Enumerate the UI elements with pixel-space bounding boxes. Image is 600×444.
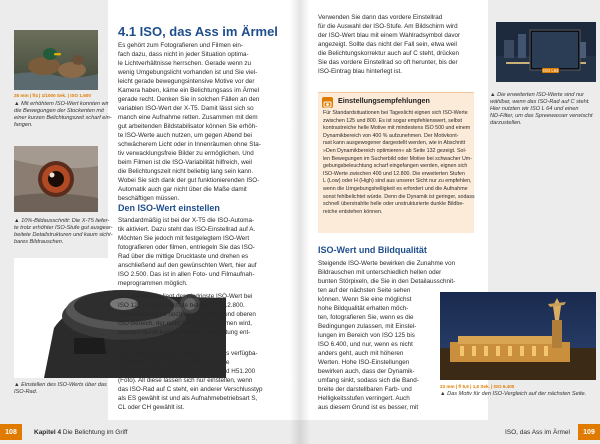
footer-chapter-label: Kapitel 4 — [34, 429, 62, 436]
text-line: Helligkeitsstufen verringert. Auch — [318, 395, 410, 402]
text-line: tiv verwacklungsfreie Bilder zu ermöglichen. Und — [118, 150, 254, 157]
photo1-caption-line: ▲ Mit erhöhtem ISO-Wert konnten wir — [14, 101, 109, 107]
tip-line: zwischen 125 und 800. Es ist sogar empfehlenswert, selbst — [323, 117, 462, 124]
text-line: umfang sinkt, sodass sich die Band- — [318, 377, 419, 384]
page-number-tab: 108 — [0, 424, 22, 440]
chapter-heading: 4.1 ISO, das Ass im Ärmel — [118, 24, 278, 39]
text-line: hohen Stufen H25.600 (Foto/Video) und H51.200 — [118, 368, 256, 375]
text-line: bunten Störpixeln, die Sie in den Detailausschnit- — [318, 278, 456, 285]
photo2-caption-line: bares Bildrauschen. — [14, 239, 64, 245]
text-line: variablen ISO-Wert der X-T5. Damit lässt sich so — [118, 105, 254, 112]
text-line: die Belichtungszeit nicht beliebig lang sein kann. — [118, 168, 254, 175]
text-line: ISO-Bereich, der nicht nativ aufgenommen wird, — [118, 320, 253, 327]
text-line: Kamera haben, käme ein Belichtungsass im Ärmel — [118, 87, 260, 94]
tip-line: kontrastreiche helle Motive mit mindestens ISO 500 und einem — [323, 125, 471, 132]
text-line: angezeigt. Sollte das nicht der Fall sein, etwa weil — [318, 41, 457, 48]
photo1-caption-line: einer kurzen Belichtungszeit scharf ein- — [14, 115, 112, 121]
right-photo2-exif: 23 mm | f/ 5,6 | 1,6 Sek. | ISO 6.400 — [440, 384, 515, 389]
text-line: schwächerem Licht oder in Innenräumen ohne Sta- — [118, 141, 261, 148]
photo3-caption-line: ISO-Rad. — [14, 389, 38, 395]
right-photo1-caption-line: wählbar, wenn das ISO-Rad auf C steht. — [490, 99, 590, 105]
text-line: Verwenden Sie dann das vordere Einstellrad — [318, 14, 443, 21]
text-line: Zusätzlich gibt es noch einen unteren und oberen — [118, 311, 256, 318]
right-photo1-caption-line: darzustellen. — [490, 120, 522, 126]
text-line: Standardmäßig liegt der niedrigste ISO-Wert bei — [118, 293, 253, 300]
photo3-caption-line: ▲ Einstellen des ISO-Werts über das — [14, 382, 107, 388]
tip-line: ISO-Werte zwischen 400 und 12.800. Die erweiterten Stufen — [323, 170, 465, 177]
text-line: wenig Umgebungslicht vorhanden ist und Sie viel- — [118, 69, 258, 76]
ducks-photo — [14, 30, 98, 90]
iso-screen-badge: ISO L64 — [543, 68, 559, 73]
text-line: beschäftigen müssen. — [118, 195, 180, 202]
text-line: bewirken auch, dass der Dynamik- — [318, 368, 415, 375]
tip-line: »Den Dynamikbereich optimieren« ab Seite 132 gezeigt. Sol- — [323, 147, 467, 154]
text-line: te ISO-Werte auch nutzen, um gegen Abend bei — [118, 132, 252, 139]
text-line: leicht gerade bewegungsintensive Motive vor der — [118, 78, 255, 85]
footer-chapter — [34, 429, 127, 436]
text-line: (Foto). All diese lassen sich nur einstellen, wenn — [118, 377, 253, 384]
text-line: breite der darstellbaren Farb- und — [318, 386, 412, 393]
text-line: meprogrammen möglich. — [118, 280, 188, 287]
tip-icon — [322, 97, 333, 108]
text-line: Steigende ISO-Werte bewirken die Zunahme von — [318, 260, 456, 267]
tip-line: L (Low) oder H (High) sind aus unserer Sicht nur zu empfehlen, — [323, 178, 472, 185]
photo2-caption-line: te trotz erhöhter ISO-Stufe gut ausgear- — [14, 225, 113, 231]
palace-night-photo — [440, 292, 596, 380]
footer-section-title: ISO, das Ass im Ärmel — [504, 429, 570, 436]
text-line: fach dazu, dass nicht in jeder Situation optima- — [118, 51, 249, 58]
text-line: ten auf der nächsten Seite sehen — [318, 287, 411, 294]
tip-text — [323, 110, 475, 216]
right-photo1-caption-line: Hier nutzten wir ISO L 64 und einen — [490, 106, 579, 112]
text-line: Möchten Sie jedoch mit festgelegtem ISO-Wert — [118, 235, 250, 242]
tip-line: Für Standardsituationen bei Tageslicht eignen sich ISO-Werte — [323, 110, 468, 116]
text-line: ISO-Eintrag blau hinterlegt ist. — [318, 68, 402, 75]
text-line: Bildrauschen mit unterschiedlich hellen oder — [318, 269, 442, 276]
duck-eye-crop-photo — [14, 146, 98, 212]
text-line: Automatik auch gar nicht über die Maße damit — [118, 186, 247, 193]
tip-title: Einstellungsempfehlungen — [338, 96, 430, 105]
text-line: das ISO-Rad auf C steht, ein anderer Verschlusstyp — [118, 386, 263, 393]
right-photo2-caption-line: ▲ Das Motiv für den ISO-Vergleich auf der nächsten Seite. — [440, 391, 587, 397]
photo1-caption-line: die Bewegungen der Stockenten mit — [14, 108, 104, 114]
city-night-photo — [496, 22, 596, 82]
tip-line: len Bewegungen im Sucherbild oder Motive bei schwacher Um- — [323, 155, 472, 162]
tip-line: sonst fehlbelichtet würde. Denn die Dynamik ist geringer, sodass — [323, 193, 475, 200]
text-line: CL oder CH gewählt ist. — [118, 404, 185, 411]
left-footer — [0, 420, 300, 444]
text-line: Sie das vordere Einstellrad so oft herunter, bis der — [318, 59, 458, 66]
text-line: ten, fotografieren Sie, wenn es die — [318, 314, 414, 321]
text-line: Es gehört zum Fotografieren und Filmen ein- — [118, 42, 243, 49]
tip-line: gebungsbeleuchtung scharf eingefangen werden, eignen sich — [323, 163, 468, 170]
text-line: können. Wenn Sie eine möglichst — [318, 296, 412, 303]
text-line: tik aktiviert. Dazu steht das ISO-Einstellrad auf A. — [118, 226, 256, 233]
text-line: beim Filmen ist die ISO-Variabilität hilfreich, weil — [118, 159, 252, 166]
text-line: ISO 2.500. Das ist in allen Foto- und Filmaufnah- — [118, 271, 255, 278]
right-footer — [300, 420, 600, 444]
tip-line: Dynamikbereich von 400 % aufzunehmen. Der Motivkont- — [323, 132, 459, 139]
photo2-caption-line: beitete Detailstrukturen und kaum sicht- — [14, 232, 113, 238]
text-line: Rad über die mittige Drucktaste und drehen es — [118, 253, 249, 260]
right-photo1-caption-line: ND-Filter, um das Spreewasser verwischt — [490, 113, 593, 119]
text-line: für die Auswahl der ISO-Stufe. Am Bildschirm wird — [318, 23, 458, 30]
text-line: gut arbeitenden Bildstabilisator können Sie erhöh- — [118, 123, 258, 130]
tip-line: rast kann ausgewogener dargestellt werden, wie in Abschnitt — [323, 140, 466, 147]
subheading-bildqualitaet: ISO-Wert und Bildqualität — [318, 245, 427, 255]
text-line: le Lichtverhältnisse herrschen. Gerade wenn zu — [118, 60, 252, 67]
tip-box — [318, 92, 474, 233]
text-line: gerade recht. Denken Sie in solchen Fällen an den — [118, 96, 260, 103]
text-line: anders geht, auch mit höheren — [318, 350, 404, 357]
text-line: als ES gewählt ist und als Aufnahmebetriebsart S, — [118, 395, 258, 402]
text-line: aus diesem Grund ist es besser, mit — [318, 404, 419, 411]
photo1-exif: 25 mm | f/4 | 1/1000 Sek. | ISO 1.600 — [14, 93, 91, 98]
text-line: Werten. Hohe ISO-Einstellungen — [318, 359, 410, 366]
text-line: der ISO-Wert blau mit einem Wahlradsymbol davor — [318, 32, 461, 39]
subheading-iso-einstellen: Den ISO-Wert einstellen — [118, 203, 220, 213]
text-line: sondern durch kamerainterne Verarbeitung ent- — [118, 329, 251, 336]
text-line: ISO 6.400, und nur, wenn es nicht — [318, 341, 413, 348]
text-line: fotografieren oder filmen, entriegeln Sie das ISO- — [118, 244, 255, 251]
text-line: anschließend auf den gewünschten Wert, hier auf — [118, 262, 257, 269]
tip-line: schnell überstrahlte helle oder unstrukturierte dunkle Bildbe- — [323, 201, 465, 208]
photo2-caption-line: ▲ 10%-Bildausschnitt: Die X-T5 liefer- — [14, 218, 110, 224]
right-photo1-caption-line: ▲ Die erweiterten ISO-Werte sind nur — [490, 92, 585, 98]
text-line: steht. — [118, 338, 134, 345]
footer-chapter-title: Die Belichtung im Griff — [62, 429, 128, 436]
page-number-tab: 109 — [578, 424, 600, 440]
text-line: Wobei Sie sich dank der gut funktionierenden ISO- — [118, 177, 260, 184]
photo1-caption-line: fangen. — [14, 122, 33, 128]
text-line: Standardmäßig ist bei der X-T5 die ISO-Automa- — [118, 217, 255, 224]
text-line: lungen im Bereich von ISO 125 bis — [318, 332, 415, 339]
text-line: ISO 125 und der höchste beträgt ISO 12.800. — [118, 302, 245, 309]
text-line: manch eine Aufnahme retten. Zusammen mit dem — [118, 114, 258, 121]
text-line: die Belichtungskorrektur auch auf C steht, drücken — [318, 50, 460, 57]
tip-line: wenn die Umgebungshelligkeit es erfordert und die Aufnahme — [323, 185, 468, 192]
text-line: Bedingungen zulassen, mit Einstel- — [318, 323, 417, 330]
text-line: hohe Bildqualität erhalten möch- — [318, 305, 409, 312]
right-page — [300, 0, 600, 444]
text-line: ren Stufen L64, L80 und L100 sowie die — [118, 359, 230, 366]
text-line: Dazu zählen einerseits die nur für Fotos verfügba- — [118, 350, 258, 357]
tip-line: reiche entstehen können. — [323, 208, 383, 215]
